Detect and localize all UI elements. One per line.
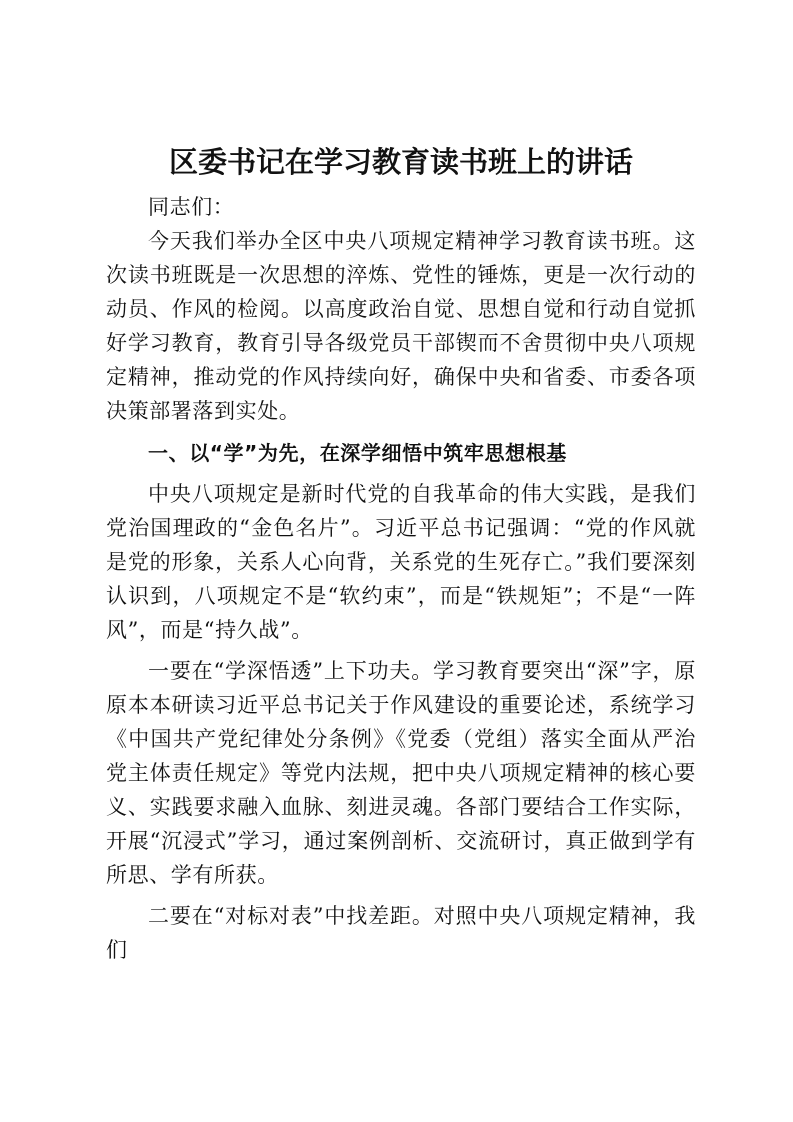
section1-paragraph: 一要在“学深悟透”上下功夫。学习教育要突出“深”字，原原本本研读习近平总书记关于作风建设的重要论述，系统学习《中国共产党纪律处分条例》《党委（党组）落实全面从严治党主体责任规定》等党内法规，把中央八项规定精神的核心要义、实践要求融入血脉、刻进灵魂。各部门要结合工作实际，开展“沉浸式”学习，通过案例剖析、交流研讨，真正做到学有所思、学有所获。 [106,659,696,887]
section1-paragraph: 二要在“对标对表”中找差距。对照中央八项规定精神，我们 [106,904,696,962]
document-title: 区委书记在学习教育读书班上的讲话 [168,145,633,179]
section1-paragraph: 中央八项规定是新时代党的自我革命的伟大实践，是我们党治国理政的“金色名片”。习近平总书记强调：“党的作风就是党的形象，关系人心向背，关系党的生死存亡。”我们要深刻认识到，八项规定不是“软约束”，而是“铁规矩”；不是“一阵风”，而是“持久战”。 [106,482,696,642]
document-body [106,140,696,967]
intro-paragraph: 今天我们举办全区中央八项规定精神学习教育读书班。这次读书班既是一次思想的淬炼、党性的锤炼，更是一次行动的动员、作风的检阅。以高度政治自觉、思想自觉和行动自觉抓好学习教育，教育引导各级党员干部锲而不舍贯彻中央八项规定精神，推动党的作风持续向好，确保中央和省委、市委各项决策部署落到实处。 [106,229,696,423]
salutation: 同志们： [148,195,235,219]
section-heading-1: 一、以“学”为先，在深学细悟中筑牢思想根基 [148,441,567,465]
